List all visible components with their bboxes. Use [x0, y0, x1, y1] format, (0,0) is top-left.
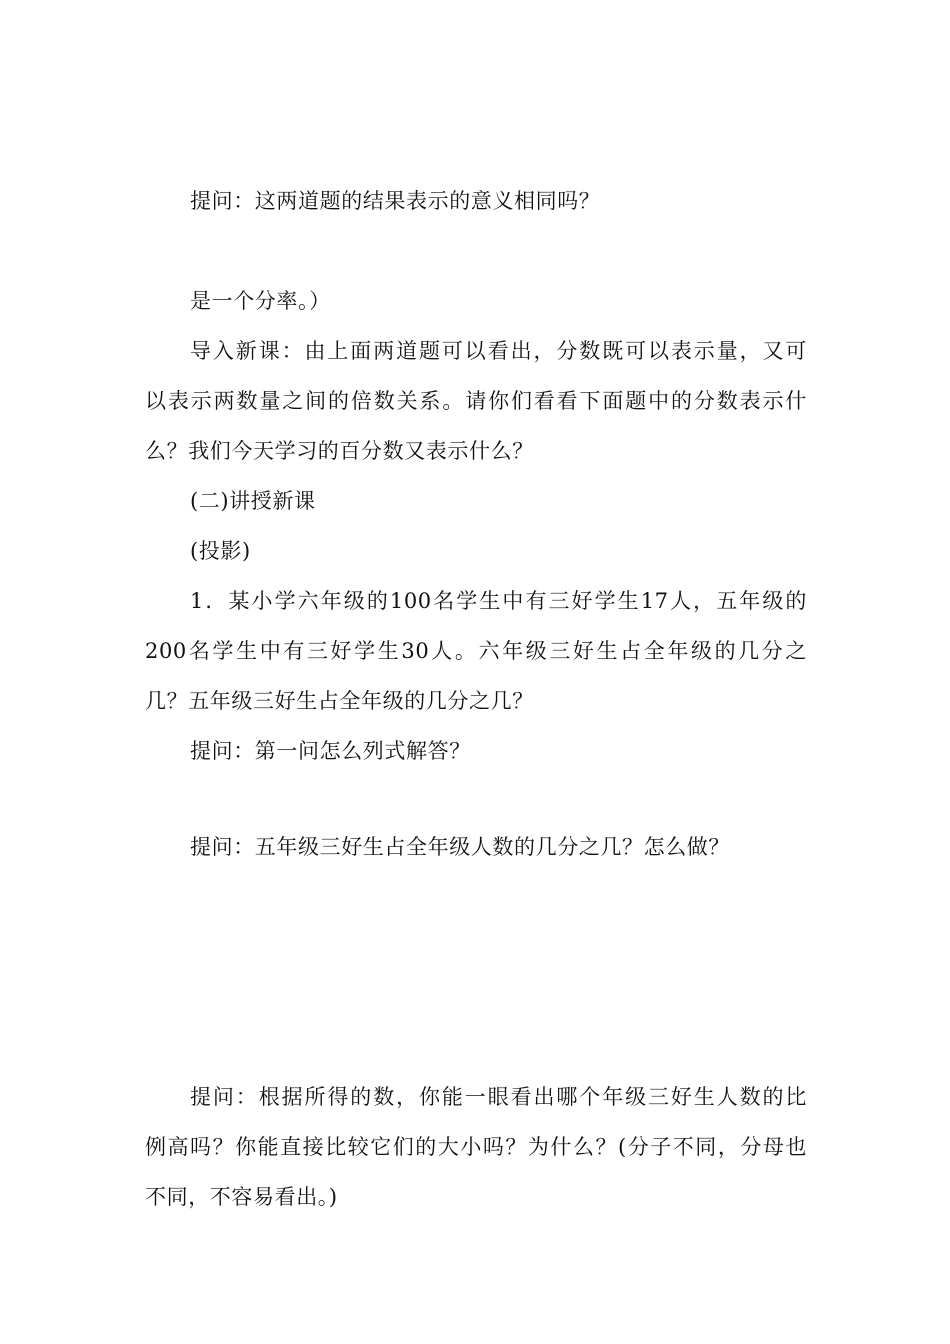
problem-line-1: 1．某小学六年级的100名学生中有三好学生17人，五年级的 [190, 589, 807, 613]
question-4-line-1: 提问：根据所得的数，你能一眼看出哪个年级三好生人数的比 [190, 1085, 807, 1109]
problem-line-2: 200名学生中有三好学生30人。六年级三好生占全年级的几分之 [145, 639, 807, 663]
question-4-line-2: 例高吗？你能直接比较它们的大小吗？为什么？(分子不同，分母也 [145, 1135, 807, 1159]
question-paragraph-2: 提问：第一问怎么列式解答？ [190, 739, 471, 763]
rate-note: 是一个分率。） [190, 289, 331, 313]
question-4-line-3: 不同，不容易看出。) [145, 1185, 338, 1209]
projection-note: (投影) [190, 539, 251, 563]
intro-line-1: 导入新课：由上面两道题可以看出，分数既可以表示量，又可 [190, 339, 807, 363]
question-paragraph-1: 提问：这两道题的结果表示的意义相同吗？ [190, 189, 601, 213]
question-paragraph-3: 提问：五年级三好生占全年级人数的几分之几？怎么做？ [190, 835, 730, 859]
intro-line-2: 以表示两数量之间的倍数关系。请你们看看下面题中的分数表示什 [145, 389, 807, 413]
problem-line-3: 几？五年级三好生占全年级的几分之几？ [145, 689, 534, 713]
section-heading: (二)讲授新课 [190, 489, 316, 513]
intro-line-3: 么？我们今天学习的百分数又表示什么？ [145, 439, 534, 463]
